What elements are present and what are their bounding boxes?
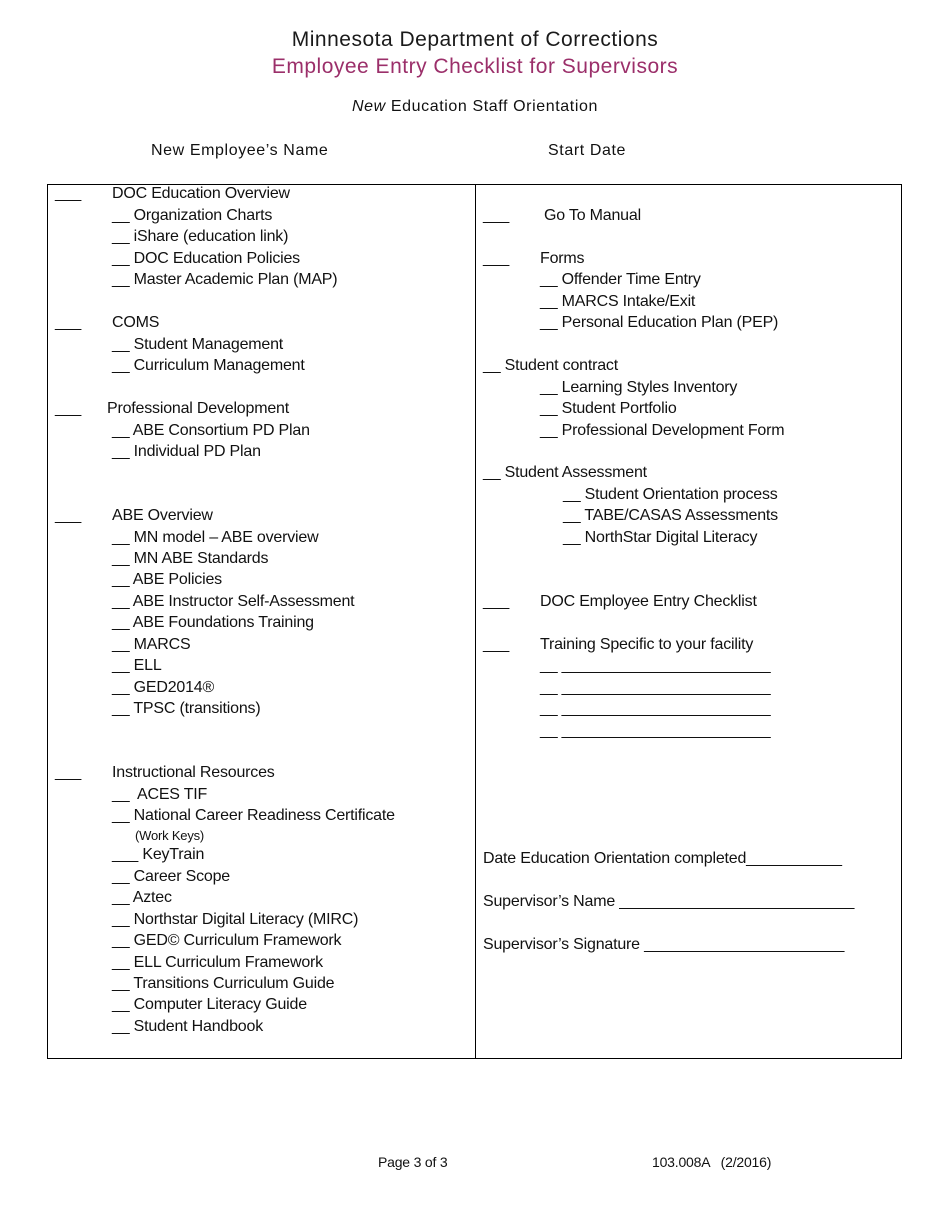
checklist-item[interactable]: __ Student Management [112, 336, 284, 353]
checklist-item[interactable]: __ MARCS Intake/Exit [540, 293, 696, 310]
blank-entry-line[interactable]: __ ________________________ [540, 657, 771, 674]
section-facility-training: Training Specific to your facility [540, 636, 754, 653]
section-student-assessment[interactable]: __ Student Assessment [483, 464, 647, 481]
checklist-item[interactable]: __ Aztec [112, 889, 172, 906]
checklist-item[interactable]: __ Curriculum Management [112, 357, 305, 374]
employee-name-label: New Employee’s Name [151, 142, 329, 159]
checklist-item[interactable]: __ Individual PD Plan [112, 443, 261, 460]
form-number: 103.008A (2/2016) [652, 1154, 772, 1170]
checklist-item[interactable]: __ Student Handbook [112, 1018, 263, 1035]
checklist-item[interactable]: __ Student Portfolio [540, 400, 677, 417]
start-date-label: Start Date [548, 142, 627, 159]
document-title: Employee Entry Checklist for Supervisors [271, 55, 679, 78]
checklist-item[interactable]: __ MN model – ABE overview [112, 529, 319, 546]
section-doc-employee-entry-checklist: DOC Employee Entry Checklist [540, 593, 757, 610]
checklist-item[interactable]: __ iShare (education link) [112, 228, 289, 245]
checkbox-blank[interactable]: ___ [483, 636, 510, 653]
checklist-item[interactable]: __ DOC Education Policies [112, 250, 300, 267]
checklist-item[interactable]: __ GED2014® [112, 679, 215, 696]
section-abe-overview: ABE Overview [112, 507, 213, 524]
checklist-item[interactable]: ___ KeyTrain [112, 846, 205, 863]
column-divider [475, 184, 476, 1059]
checklist-item[interactable]: __ Computer Literacy Guide [112, 996, 307, 1013]
checklist-item[interactable]: __ ABE Foundations Training [112, 614, 314, 631]
checklist-item[interactable]: __ ELL [112, 657, 162, 674]
checklist-item[interactable]: __ ELL Curriculum Framework [112, 954, 323, 971]
section-doc-education-overview: DOC Education Overview [112, 185, 290, 202]
checkbox-blank[interactable]: ___ [55, 314, 82, 331]
checklist-item[interactable]: __ Personal Education Plan (PEP) [540, 314, 779, 331]
section-coms: COMS [112, 314, 160, 331]
supervisor-name-field[interactable]: Supervisor’s Name ___________________________ [483, 893, 855, 910]
subtitle-emphasis: New [352, 98, 386, 115]
section-go-to-manual: Go To Manual [544, 207, 641, 224]
checklist-item[interactable]: __ GED© Curriculum Framework [112, 932, 342, 949]
checklist-item[interactable]: __ Career Scope [112, 868, 230, 885]
checklist-item[interactable]: __ ABE Consortium PD Plan [112, 422, 310, 439]
checklist-item[interactable]: __ NorthStar Digital Literacy [563, 529, 758, 546]
blank-entry-line[interactable]: __ ________________________ [540, 700, 771, 717]
checklist-item[interactable]: __ ABE Policies [112, 571, 222, 588]
checklist-item[interactable]: __ ACES TIF [112, 786, 208, 803]
checklist-item[interactable]: __ TABE/CASAS Assessments [563, 507, 778, 524]
checklist-item[interactable]: __ Master Academic Plan (MAP) [112, 271, 338, 288]
blank-entry-line[interactable]: __ ________________________ [540, 722, 771, 739]
blank-entry-line[interactable]: __ ________________________ [540, 679, 771, 696]
checklist-item[interactable]: __ TPSC (transitions) [112, 700, 261, 717]
checklist-item[interactable]: __ Organization Charts [112, 207, 273, 224]
checklist-item[interactable]: __ Learning Styles Inventory [540, 379, 738, 396]
checklist-item[interactable]: __ MN ABE Standards [112, 550, 269, 567]
checkbox-blank[interactable]: ___ [55, 507, 82, 524]
checklist-item[interactable]: __ Professional Development Form [540, 422, 785, 439]
checkbox-blank[interactable]: ___ [483, 250, 510, 267]
document-subtitle [0, 98, 950, 116]
checklist-item[interactable]: __ ABE Instructor Self-Assessment [112, 593, 355, 610]
org-name: Minnesota Department of Corrections [291, 28, 659, 51]
checklist-item[interactable]: __ Northstar Digital Literacy (MIRC) [112, 911, 359, 928]
item-note: (Work Keys) [135, 828, 205, 843]
section-student-contract[interactable]: __ Student contract [483, 357, 618, 374]
checkbox-blank[interactable]: ___ [483, 207, 510, 224]
section-professional-development: Professional Development [107, 400, 289, 417]
checkbox-blank[interactable]: ___ [55, 764, 82, 781]
checkbox-blank[interactable]: ___ [483, 593, 510, 610]
section-forms: Forms [540, 250, 585, 267]
supervisor-signature-field[interactable]: Supervisor’s Signature _______________________ [483, 936, 845, 953]
checkbox-blank[interactable]: ___ [55, 400, 82, 417]
subtitle-rest: Education Staff Orientation [385, 98, 598, 115]
checklist-item[interactable]: __ Student Orientation process [563, 486, 778, 503]
checklist-item[interactable]: __ MARCS [112, 636, 191, 653]
orientation-completed-date-field[interactable]: Date Education Orientation completed___________ [483, 850, 842, 867]
section-instructional-resources: Instructional Resources [112, 764, 275, 781]
checklist-item[interactable]: __ Transitions Curriculum Guide [112, 975, 335, 992]
checklist-item[interactable]: __ Offender Time Entry [540, 271, 701, 288]
checkbox-blank[interactable]: ___ [55, 185, 82, 202]
page-number: Page 3 of 3 [378, 1154, 448, 1170]
checklist-item[interactable]: __ National Career Readiness Certificate [112, 807, 395, 824]
